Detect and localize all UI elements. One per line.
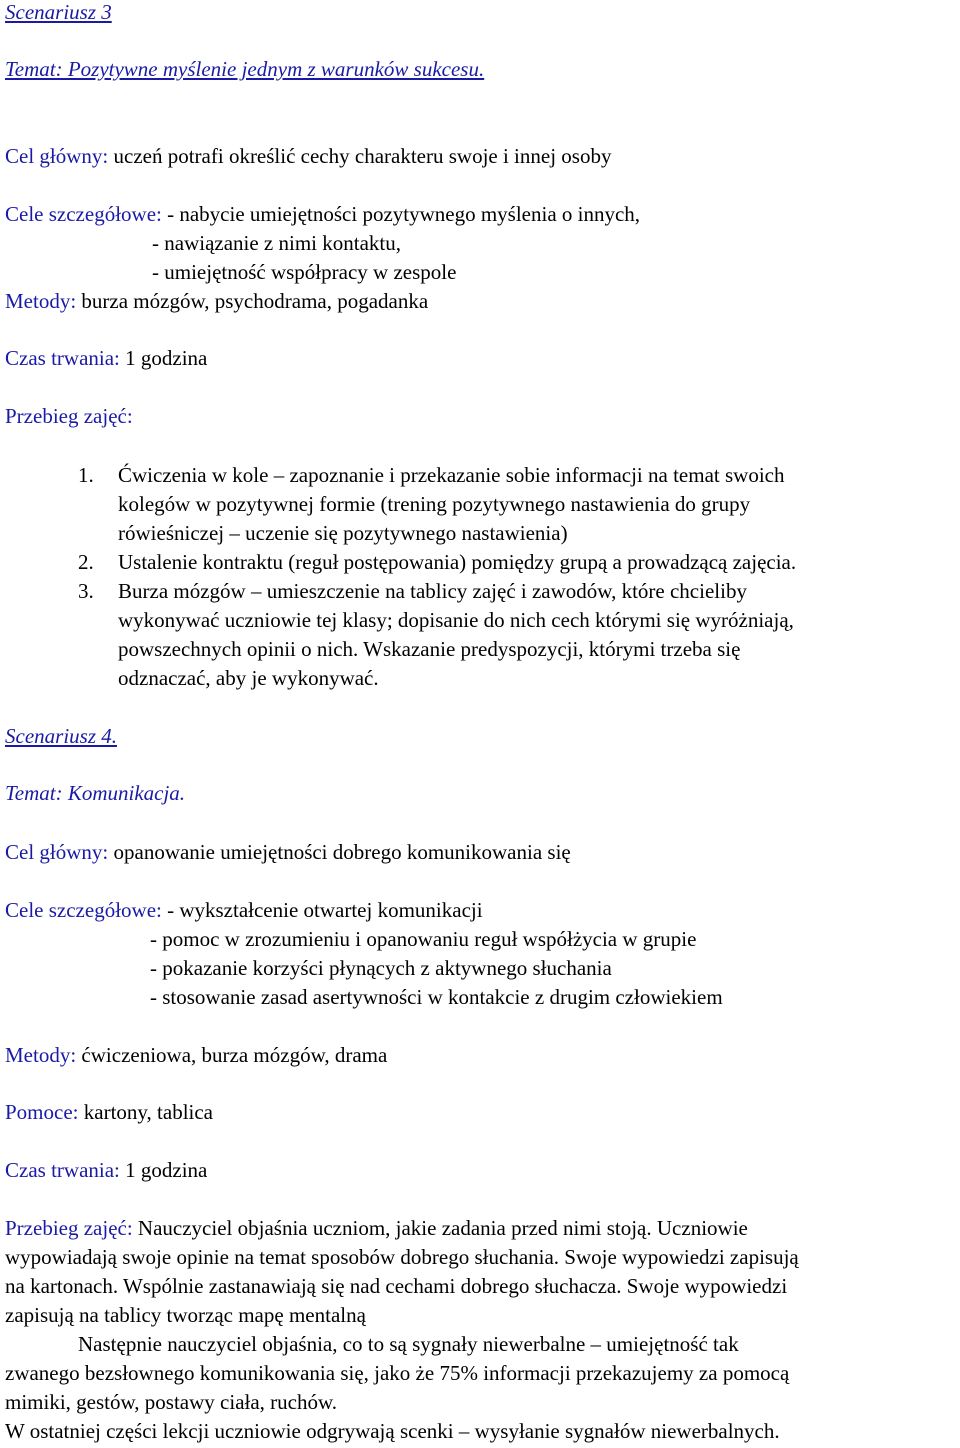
paragraph-line: Następnie nauczyciel objaśnia, co to są sygnały niewerbalne – umiejętność tak bbox=[78, 1332, 739, 1356]
course-text: Nauczyciel objaśnia uczniom, jakie zadania przed nimi stoją. Uczniowie bbox=[132, 1216, 748, 1240]
scenario-4-topic: Temat: Komunikacja. bbox=[5, 781, 186, 805]
course-line: zapisują na tablicy tworząc mapę mentalną bbox=[5, 1303, 366, 1327]
scenario-4-aids bbox=[5, 1098, 213, 1127]
goal-item: - nawiązanie z nimi kontaktu, bbox=[152, 231, 401, 255]
duration-text: 1 godzina bbox=[119, 346, 208, 370]
step-line: rówieśniczej – uczenie się pozytywnego nastawienia) bbox=[118, 521, 568, 545]
course-line: na kartonach. Wspólnie zastanawiają się nad cechami dobrego słuchacza. Swoje wypowiedzi bbox=[5, 1274, 788, 1298]
paragraph-line: zwanego bezsłownego komunikowania się, jako że 75% informacji przekazujemy za pomocą bbox=[5, 1361, 790, 1385]
scenario-4-duration bbox=[5, 1156, 207, 1185]
scenario-3-main-goal bbox=[5, 142, 611, 171]
course-line: wypowiadają swoje opinie na temat sposobów dobrego słuchania. Swoje wypowiedzi zapisują bbox=[5, 1245, 799, 1269]
goals-label: Cele szczegółowe: bbox=[5, 202, 162, 226]
goal-item: - pomoc w zrozumieniu i opanowaniu reguł współżycia w grupie bbox=[150, 927, 697, 951]
scenario-4-goals bbox=[5, 896, 483, 925]
methods-label: Metody: bbox=[5, 289, 77, 313]
methods-label: Metody: bbox=[5, 1043, 77, 1067]
main-goal-text: opanowanie umiejętności dobrego komunikowania się bbox=[108, 840, 571, 864]
course-label: Przebieg zajęć: bbox=[5, 1216, 133, 1240]
scenario-4-methods bbox=[5, 1041, 387, 1070]
scenario-3-goals bbox=[5, 200, 640, 229]
duration-label: Czas trwania: bbox=[5, 346, 120, 370]
main-goal-text: uczeń potrafi określić cechy charakteru swoje i innej osoby bbox=[108, 144, 612, 168]
scenario-4-main-goal bbox=[5, 838, 571, 867]
scenario-3-duration bbox=[5, 344, 207, 373]
step-number: 1. bbox=[78, 463, 94, 487]
main-goal-label: Cel główny: bbox=[5, 144, 109, 168]
aids-label: Pomoce: bbox=[5, 1100, 79, 1124]
step-line: Burza mózgów – umieszczenie na tablicy zajęć i zawodów, które chcieliby bbox=[118, 579, 747, 603]
scenario-4-heading: Scenariusz 4. bbox=[5, 724, 117, 748]
goals-first: - nabycie umiejętności pozytywnego myślenia o innych, bbox=[161, 202, 641, 226]
step-line: wykonywać uczniowie tej klasy; dopisanie do nich cech którymi się wyróżniają, bbox=[118, 608, 794, 632]
scenario-3-heading: Scenariusz 3 bbox=[5, 0, 112, 24]
scenario-4-course bbox=[5, 1214, 748, 1243]
goals-label: Cele szczegółowe: bbox=[5, 898, 162, 922]
step-line: Ustalenie kontraktu (reguł postępowania) pomiędzy grupą a prowadzącą zajęcia. bbox=[118, 550, 797, 574]
scenario-3-topic: Temat: Pozytywne myślenie jednym z warunków sukcesu. bbox=[5, 57, 485, 81]
step-line: Ćwiczenia w kole – zapoznanie i przekazanie sobie informacji na temat swoich bbox=[118, 463, 785, 487]
methods-text: ćwiczeniowa, burza mózgów, drama bbox=[76, 1043, 388, 1067]
goal-item: - stosowanie zasad asertywności w kontakcie z drugim człowiekiem bbox=[150, 985, 723, 1009]
duration-text: 1 godzina bbox=[119, 1158, 208, 1182]
main-goal-label: Cel główny: bbox=[5, 840, 109, 864]
duration-label: Czas trwania: bbox=[5, 1158, 120, 1182]
step-line: odznaczać, aby je wykonywać. bbox=[118, 666, 379, 690]
goal-item: - umiejętność współpracy w zespole bbox=[152, 260, 457, 284]
methods-text: burza mózgów, psychodrama, pogadanka bbox=[76, 289, 429, 313]
goals-first: - wykształcenie otwartej komunikacji bbox=[161, 898, 483, 922]
step-number: 3. bbox=[78, 579, 94, 603]
aids-text: kartony, tablica bbox=[78, 1100, 214, 1124]
step-line: kolegów w pozytywnej formie (trening pozytywnego nastawienia do grupy bbox=[118, 492, 751, 516]
scenario-3-course-label: Przebieg zajęć: bbox=[5, 404, 133, 428]
goal-item: - pokazanie korzyści płynących z aktywnego słuchania bbox=[150, 956, 612, 980]
paragraph-line: W ostatniej części lekcji uczniowie odgrywają scenki – wysyłanie sygnałów niewerbalnych. bbox=[5, 1419, 780, 1443]
scenario-3-methods bbox=[5, 287, 428, 316]
step-number: 2. bbox=[78, 550, 94, 574]
paragraph-line: mimiki, gestów, postawy ciała, ruchów. bbox=[5, 1390, 338, 1414]
step-line: powszechnych opinii o nich. Wskazanie predyspozycji, którymi trzeba się bbox=[118, 637, 741, 661]
